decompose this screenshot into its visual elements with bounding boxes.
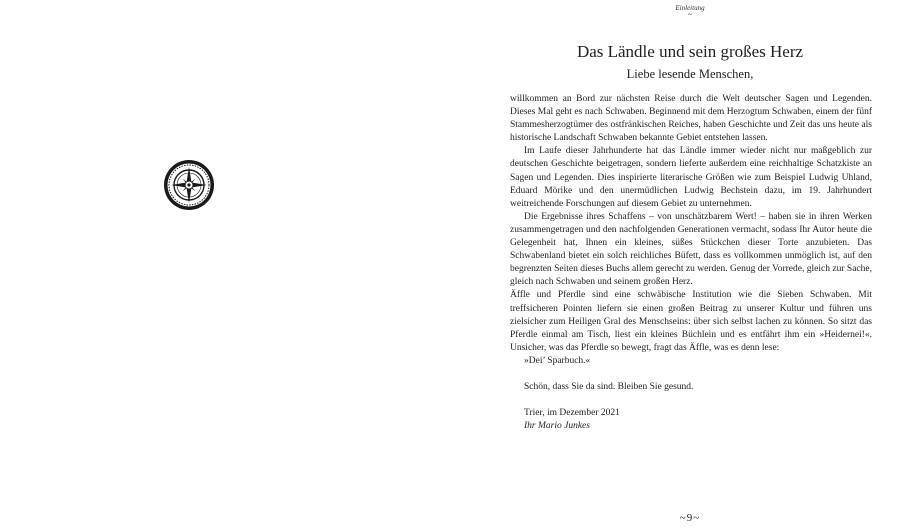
place-date: Trier, im Dezember 2021 [524,408,620,419]
compass-rose-seal-icon [163,159,215,211]
page-number: ~9~ [679,512,701,524]
paragraph: willkommen an Bord zur nächsten Reise durch die Welt deutscher Sagen und Legenden. Dieses Mal geht es nach Schwaben. Beginnend mit dem Herzogtum Schwaben, einem der fünf Stammesherzogtümer des ostfränkischen Reiches, haben Geschichte und Zeit das uns heute als historische Landschaft Schwaben bekannte Gebiet entstehen lassen. [510,94,872,144]
body-text [510,93,872,433]
paragraph: Im Laufe dieser Jahrhunderte hat das Ländle immer wieder nicht nur maßgeblich zur deutschen Geschichte beigetragen, sondern lieferte außerdem eine reichhaltige Schatzkiste an Sagen und Legenden. Dies inspirierte literarische Größen wie zum Beispiel Ludwig Uhland, Eduard Mörike und den unermüdlichen Ludwig Bechstein dazu, im 19. Jahrhundert weitreichende Forschungen auf diesem Gebiet zu unternehmen. [510,146,872,209]
signature: Ihr Mario Junkes [524,421,590,432]
paragraph: Die Ergebnisse ihres Schaffens – von unschätzbarem Wert! – haben sie in ihren Werken zusammengetragen und den nachfolgenden Generationen vermacht, sodass Ihr Autor heute die Gelegenheit hat, Ihnen ein kleines, süßes Stückchen dieser Torte anzubieten. Das Schwabenland bietet ein solch reichliches Büfett, dass es vollkommen unmöglich ist, auf den begrenzten Seiten dieses Buchs allem gerecht zu werden. Genug der Vorrede, gleich zur Sache, gleich nach Schwaben und seinem großen Herz. [510,211,872,288]
page-title: Das Ländle und sein großes Herz [576,42,804,61]
closing-line: Schön, dass Sie da sind. Bleiben Sie gesund. [524,381,694,392]
section-name: Einleitung [675,4,705,12]
running-header [590,4,790,18]
paragraph: Äffle und Pferdle sind eine schwäbische Institution wie die Sieben Schwaben. Mit treffsicheren Pointen liefern sie einen großen Beitrag zu unserer Kultur und führen uns zielsicher zum Heiligen Gral des Menschseins: über sich selbst lachen zu können. So sitzt das Pferdle einmal am Tisch, liest ein kleines Büchlein und es entfährt ihm ein »Heidernei!«. Unsicher, was das Pferdle so bewegt, fragt das Äffle, was es denn lese: [510,290,872,353]
header-ornament: ~ [687,10,693,19]
salutation: Liebe lesende Menschen, [626,67,754,81]
quote: »Dei’ Sparbuch.« [524,355,591,366]
